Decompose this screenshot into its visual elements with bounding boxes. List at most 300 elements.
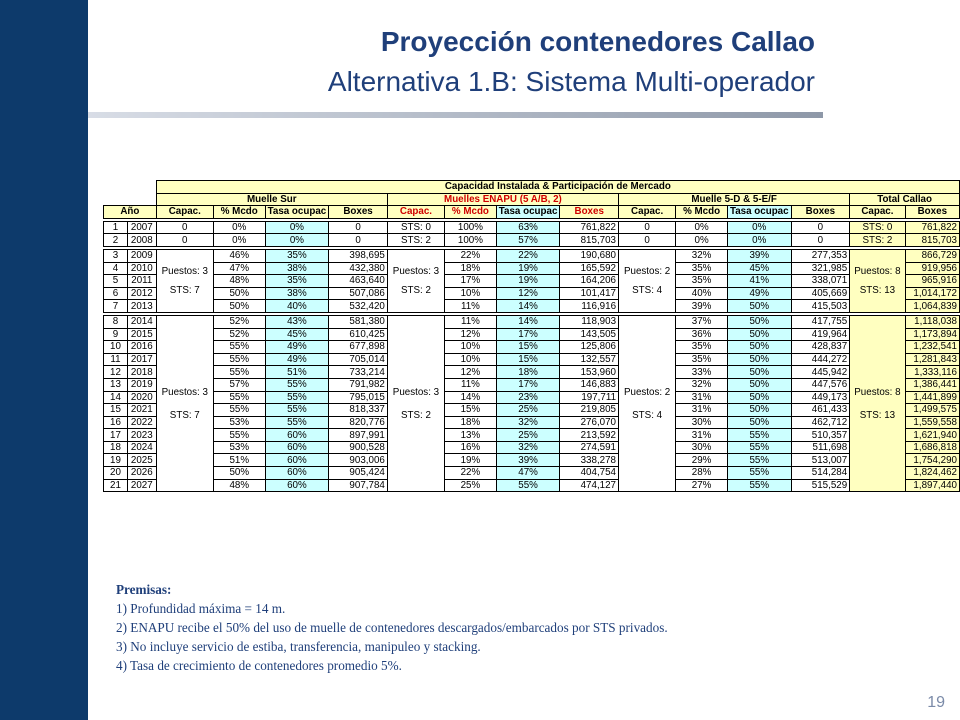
table-cell: 11%: [445, 315, 497, 328]
table-cell: 165,592: [560, 262, 619, 275]
table-cell: 55%: [265, 404, 329, 417]
table-cell: 398,695: [329, 249, 388, 262]
table-cell: 7: [104, 300, 128, 313]
table-cell: 50%: [727, 366, 791, 379]
table-cell: 50%: [727, 391, 791, 404]
table-cell: 22%: [445, 249, 497, 262]
table-cell: 2024: [127, 441, 156, 454]
table-cell: 1,173,894: [905, 328, 959, 341]
table-cell: 2027: [127, 479, 156, 492]
group-header-enapu: Muelles ENAPU (5 A/B, 2): [387, 193, 618, 206]
capacity-puestos: Puestos: 8: [854, 265, 901, 277]
table-cell: 55%: [496, 479, 560, 492]
table-cell: 0: [791, 234, 850, 247]
table-cell: 905,424: [329, 467, 388, 480]
table-cell: 32%: [496, 441, 560, 454]
table-cell: 17%: [496, 328, 560, 341]
table-cell: 0: [329, 234, 388, 247]
table-cell: [156, 249, 213, 312]
table-cell: 2017: [127, 353, 156, 366]
table-cell: 153,960: [560, 366, 619, 379]
table-cell: 2026: [127, 467, 156, 480]
table-cell: 705,014: [329, 353, 388, 366]
table-cell: 47%: [496, 467, 560, 480]
table-row: [104, 234, 960, 247]
table-cell: 2018: [127, 366, 156, 379]
page-number: 19: [927, 694, 945, 711]
table-cell: 404,754: [560, 467, 619, 480]
table-cell: 17%: [496, 378, 560, 391]
table-cell: 55%: [213, 391, 265, 404]
table-cell: 1,333,116: [905, 366, 959, 379]
table-cell: 41%: [727, 275, 791, 288]
table-cell: 2: [104, 234, 128, 247]
table-cell: [387, 315, 444, 491]
table-cell: 0%: [676, 234, 728, 247]
table-cell: 0: [329, 221, 388, 234]
table-cell: [156, 315, 213, 491]
capacity-puestos: Puestos: 3: [161, 386, 208, 398]
table-cell: 40%: [676, 287, 728, 300]
table-cell: 274,591: [560, 441, 619, 454]
table-cell: 0%: [265, 234, 329, 247]
table-cell: 55%: [727, 467, 791, 480]
table-cell: 50%: [727, 353, 791, 366]
table-cell: 37%: [676, 315, 728, 328]
table-cell: 791,982: [329, 378, 388, 391]
table-cell: 507,086: [329, 287, 388, 300]
table-cell: 2007: [127, 221, 156, 234]
table-cell: 118,903: [560, 315, 619, 328]
table-cell: 14%: [496, 315, 560, 328]
table-cell: 60%: [265, 429, 329, 442]
table-cell: 52%: [213, 328, 265, 341]
column-header: % Mcdo: [676, 206, 728, 219]
table-cell: 25%: [445, 479, 497, 492]
table-row: [104, 262, 960, 275]
table-cell: 60%: [265, 467, 329, 480]
table-cell: 20: [104, 467, 128, 480]
table-cell: 55%: [265, 391, 329, 404]
table-cell: 219,805: [560, 404, 619, 417]
table-row: [104, 249, 960, 262]
capacity-sts: STS: 7: [169, 284, 200, 296]
capacity-sts: STS: 2: [400, 409, 431, 421]
table-cell: 1,499,575: [905, 404, 959, 417]
table-cell: 462,712: [791, 416, 850, 429]
table-row: [104, 429, 960, 442]
table-cell: 0%: [727, 221, 791, 234]
table-cell: 51%: [213, 454, 265, 467]
table-cell: 432,380: [329, 262, 388, 275]
table-cell: 321,985: [791, 262, 850, 275]
column-header: Boxes: [905, 206, 959, 219]
table-cell: 125,806: [560, 341, 619, 354]
table-cell: 11%: [445, 300, 497, 313]
table-cell: 903,006: [329, 454, 388, 467]
table-cell: STS: 0: [850, 221, 905, 234]
table-row: [104, 391, 960, 404]
table-cell: 15: [104, 404, 128, 417]
table-cell: 511,698: [791, 441, 850, 454]
table-cell: 36%: [676, 328, 728, 341]
table-cell: 50%: [213, 467, 265, 480]
table-cell: 31%: [676, 429, 728, 442]
table-cell: 18%: [445, 416, 497, 429]
table-cell: 1,014,172: [905, 287, 959, 300]
table-row: [104, 404, 960, 417]
table-cell: 795,015: [329, 391, 388, 404]
table-cell: 63%: [496, 221, 560, 234]
column-header: Capac.: [619, 206, 676, 219]
capacity-sts: STS: 13: [859, 284, 896, 296]
capacity-sts: STS: 7: [169, 409, 200, 421]
table-cell: 22%: [445, 467, 497, 480]
table-cell: 29%: [676, 454, 728, 467]
table-cell: 55%: [727, 441, 791, 454]
table-row: [104, 300, 960, 313]
table-cell: 15%: [496, 341, 560, 354]
table-cell: 0: [619, 221, 676, 234]
table-cell: 12: [104, 366, 128, 379]
table-cell: 22%: [496, 249, 560, 262]
capacity-sts: STS: 4: [632, 284, 663, 296]
table-cell: 55%: [727, 479, 791, 492]
table-cell: 2008: [127, 234, 156, 247]
table-cell: 1,897,440: [905, 479, 959, 492]
table-cell: 0%: [213, 221, 265, 234]
table-cell: 449,173: [791, 391, 850, 404]
table-cell: 513,007: [791, 454, 850, 467]
table-cell: 965,916: [905, 275, 959, 288]
table-cell: 2022: [127, 416, 156, 429]
table-cell: 12%: [445, 328, 497, 341]
table-cell: 610,425: [329, 328, 388, 341]
table-cell: 39%: [676, 300, 728, 313]
capacity-sts: STS: 2: [400, 284, 431, 296]
capacity-puestos: Puestos: 3: [392, 386, 440, 398]
column-header: % Mcdo: [213, 206, 265, 219]
table-cell: 5: [104, 275, 128, 288]
table-cell: 2010: [127, 262, 156, 275]
table-cell: 2023: [127, 429, 156, 442]
table-row: [104, 328, 960, 341]
group-header-total: Total Callao: [850, 193, 960, 206]
table-cell: 405,669: [791, 287, 850, 300]
table-cell: 581,380: [329, 315, 388, 328]
table-cell: 55%: [265, 378, 329, 391]
table-cell: 48%: [213, 479, 265, 492]
table-cell: 12%: [496, 287, 560, 300]
table-cell: 39%: [727, 249, 791, 262]
table-row: [104, 366, 960, 379]
table-cell: 428,837: [791, 341, 850, 354]
table-cell: 1,064,839: [905, 300, 959, 313]
table-cell: 49%: [265, 341, 329, 354]
table-cell: 47%: [213, 262, 265, 275]
table-cell: [850, 249, 905, 312]
table-row: [104, 378, 960, 391]
capacity-sts: STS: 4: [632, 409, 663, 421]
capacity-table: [103, 180, 960, 492]
table-cell: 2019: [127, 378, 156, 391]
column-header: Tasa ocupac: [265, 206, 329, 219]
table-cell: 1,118,038: [905, 315, 959, 328]
table-main-header: Capacidad Instalada & Participación de Mercado: [156, 181, 959, 194]
table-row: [104, 454, 960, 467]
column-header: Boxes: [560, 206, 619, 219]
table-cell: 18%: [496, 366, 560, 379]
column-header: Tasa ocupac: [727, 206, 791, 219]
table-cell: 1,386,441: [905, 378, 959, 391]
table-cell: 444,272: [791, 353, 850, 366]
capacity-sts: STS: 13: [859, 409, 896, 421]
table-cell: 31%: [676, 404, 728, 417]
table-cell: 1,686,818: [905, 441, 959, 454]
table-cell: 25%: [496, 429, 560, 442]
table-cell: 919,956: [905, 262, 959, 275]
capacity-puestos: Puestos: 3: [392, 265, 440, 277]
table-cell: 30%: [676, 441, 728, 454]
table-cell: 10%: [445, 353, 497, 366]
table-cell: 60%: [265, 454, 329, 467]
table-row: [104, 315, 960, 328]
table-cell: 48%: [213, 275, 265, 288]
table-cell: 2025: [127, 454, 156, 467]
table-cell: [619, 249, 676, 312]
table-cell: 514,284: [791, 467, 850, 480]
table-cell: 30%: [676, 416, 728, 429]
table-cell: 11%: [445, 378, 497, 391]
table-cell: 35%: [265, 275, 329, 288]
table-cell: 55%: [213, 429, 265, 442]
table-cell: 0%: [727, 234, 791, 247]
table-cell: 57%: [213, 378, 265, 391]
table-cell: 25%: [496, 404, 560, 417]
table-cell: 14%: [496, 300, 560, 313]
table-cell: 1,281,843: [905, 353, 959, 366]
table-cell: [387, 249, 444, 312]
table-cell: [850, 315, 905, 491]
table-cell: 50%: [727, 416, 791, 429]
table-cell: 49%: [265, 353, 329, 366]
table-cell: 19%: [445, 454, 497, 467]
premises-notes: [116, 580, 668, 675]
table-cell: 100%: [445, 221, 497, 234]
table-cell: 32%: [496, 416, 560, 429]
table-cell: 19%: [496, 275, 560, 288]
table-cell: 55%: [213, 341, 265, 354]
table-cell: 1,754,290: [905, 454, 959, 467]
table-cell: 1,621,940: [905, 429, 959, 442]
table-cell: 2013: [127, 300, 156, 313]
table-cell: 447,576: [791, 378, 850, 391]
table-cell: 55%: [213, 366, 265, 379]
slide-title: Proyección contenedores Callao: [380, 26, 815, 57]
table-cell: 16%: [445, 441, 497, 454]
capacity-puestos: Puestos: 2: [623, 386, 671, 398]
column-header: Capac.: [387, 206, 444, 219]
table-cell: 338,278: [560, 454, 619, 467]
slide-subtitle: Alternativa 1.B: Sistema Multi-operador: [327, 66, 815, 97]
column-header: % Mcdo: [445, 206, 497, 219]
capacity-puestos: Puestos: 2: [623, 265, 671, 277]
table-cell: 10: [104, 341, 128, 354]
table-cell: 53%: [213, 416, 265, 429]
table-row: [104, 287, 960, 300]
table-cell: 164,206: [560, 275, 619, 288]
table-cell: 897,991: [329, 429, 388, 442]
table-cell: 55%: [265, 416, 329, 429]
table-cell: 338,071: [791, 275, 850, 288]
table-cell: 190,680: [560, 249, 619, 262]
table-cell: STS: 0: [387, 221, 444, 234]
table-cell: 35%: [265, 249, 329, 262]
table-row: [104, 467, 960, 480]
table-cell: 55%: [727, 454, 791, 467]
table-cell: 2015: [127, 328, 156, 341]
table-cell: 57%: [496, 234, 560, 247]
table-cell: 35%: [676, 353, 728, 366]
table-cell: 51%: [265, 366, 329, 379]
table-cell: 55%: [727, 429, 791, 442]
premises-heading: Premisas:: [116, 582, 172, 597]
table-cell: 50%: [727, 341, 791, 354]
table-cell: 417,755: [791, 315, 850, 328]
table-cell: 415,503: [791, 300, 850, 313]
table-row: [104, 416, 960, 429]
table-cell: 32%: [676, 249, 728, 262]
table-cell: 2016: [127, 341, 156, 354]
table-cell: 1,824,462: [905, 467, 959, 480]
table-cell: 17: [104, 429, 128, 442]
table-cell: 1,232,541: [905, 341, 959, 354]
table-row: [104, 441, 960, 454]
table-cell: 143,505: [560, 328, 619, 341]
table-cell: 13: [104, 378, 128, 391]
table-cell: 866,729: [905, 249, 959, 262]
table-cell: 33%: [676, 366, 728, 379]
table-cell: 510,357: [791, 429, 850, 442]
table-row: [104, 479, 960, 492]
premise-item: 2) ENAPU recibe el 50% del uso de muelle de contenedores descargados/embarcados por STS privados.: [116, 620, 668, 635]
table-cell: STS: 2: [850, 234, 905, 247]
table-row: [104, 221, 960, 234]
table-cell: 3: [104, 249, 128, 262]
table-cell: 146,883: [560, 378, 619, 391]
group-header-muelle-5d: Muelle 5-D & 5-E/F: [619, 193, 850, 206]
table-cell: 52%: [213, 315, 265, 328]
table-cell: 39%: [496, 454, 560, 467]
table-cell: 43%: [265, 315, 329, 328]
table-cell: 515,529: [791, 479, 850, 492]
table-cell: 2012: [127, 287, 156, 300]
table-cell: 419,964: [791, 328, 850, 341]
table-cell: 815,703: [560, 234, 619, 247]
column-header: Boxes: [791, 206, 850, 219]
table-cell: 10%: [445, 287, 497, 300]
table-cell: 50%: [727, 378, 791, 391]
table-cell: 0: [791, 221, 850, 234]
table-cell: 1,441,899: [905, 391, 959, 404]
table-cell: 55%: [213, 353, 265, 366]
table-cell: 32%: [676, 378, 728, 391]
table-cell: 40%: [265, 300, 329, 313]
table-row: [104, 275, 960, 288]
table-cell: 445,942: [791, 366, 850, 379]
table-cell: 60%: [265, 479, 329, 492]
table-cell: 2014: [127, 315, 156, 328]
table-cell: 18: [104, 441, 128, 454]
table-cell: 101,417: [560, 287, 619, 300]
table-cell: 900,528: [329, 441, 388, 454]
table-cell: 733,214: [329, 366, 388, 379]
capacity-puestos: Puestos: 3: [161, 265, 208, 277]
table-cell: 17%: [445, 275, 497, 288]
table-cell: 19%: [496, 262, 560, 275]
table-cell: 21: [104, 479, 128, 492]
table-cell: 2011: [127, 275, 156, 288]
left-sidebar-band: [0, 0, 88, 720]
column-header: Boxes: [329, 206, 388, 219]
table-cell: 4: [104, 262, 128, 275]
premise-item: 1) Profundidad máxima = 14 m.: [116, 601, 286, 616]
table-cell: 2021: [127, 404, 156, 417]
table-cell: 0%: [676, 221, 728, 234]
table-cell: [619, 315, 676, 491]
table-cell: STS: 2: [387, 234, 444, 247]
table-cell: 15%: [445, 404, 497, 417]
table-cell: 2009: [127, 249, 156, 262]
table-cell: 6: [104, 287, 128, 300]
table-cell: 815,703: [905, 234, 959, 247]
table-cell: 50%: [727, 404, 791, 417]
table-cell: 11: [104, 353, 128, 366]
table-cell: 2020: [127, 391, 156, 404]
table-cell: 1: [104, 221, 128, 234]
group-header-muelle-sur: Muelle Sur: [156, 193, 387, 206]
table-cell: 19: [104, 454, 128, 467]
table-cell: 50%: [213, 287, 265, 300]
table-cell: 23%: [496, 391, 560, 404]
table-cell: 0%: [265, 221, 329, 234]
column-header: Capac.: [156, 206, 213, 219]
table-cell: 677,898: [329, 341, 388, 354]
table-cell: 213,592: [560, 429, 619, 442]
table-cell: 14%: [445, 391, 497, 404]
table-cell: 53%: [213, 441, 265, 454]
table-cell: 761,822: [905, 221, 959, 234]
table-cell: 45%: [727, 262, 791, 275]
table-cell: 35%: [676, 341, 728, 354]
premise-item: 3) No incluye servicio de estiba, transferencia, manipuleo y stacking.: [116, 639, 481, 654]
table-cell: 1,559,558: [905, 416, 959, 429]
table-cell: 46%: [213, 249, 265, 262]
table-cell: 0: [619, 234, 676, 247]
table-cell: 38%: [265, 262, 329, 275]
table-cell: 907,784: [329, 479, 388, 492]
premise-item: 4) Tasa de crecimiento de contenedores promedio 5%.: [116, 658, 402, 673]
column-header: Año: [104, 206, 157, 219]
table-cell: 28%: [676, 467, 728, 480]
table-cell: 461,433: [791, 404, 850, 417]
table-row: [104, 341, 960, 354]
table-cell: 10%: [445, 341, 497, 354]
table-cell: 38%: [265, 287, 329, 300]
table-cell: 116,916: [560, 300, 619, 313]
table-cell: 16: [104, 416, 128, 429]
table-cell: 277,353: [791, 249, 850, 262]
